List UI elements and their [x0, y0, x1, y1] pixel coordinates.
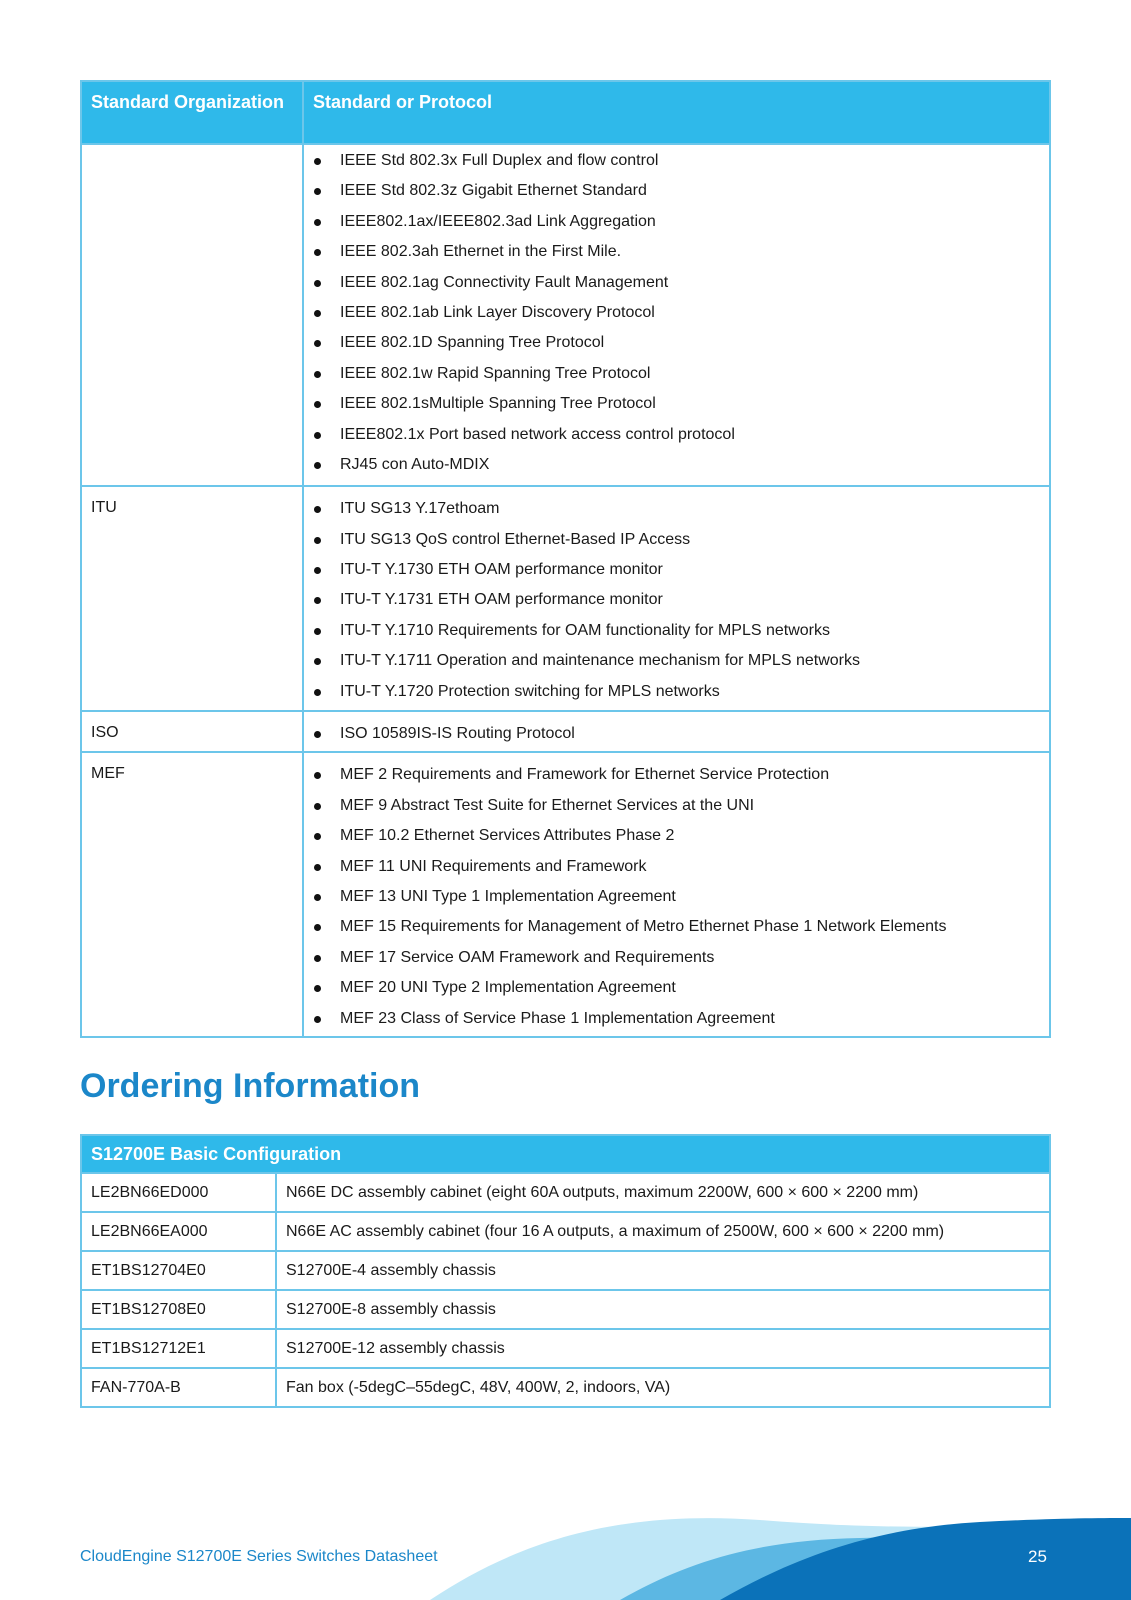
- list-item: MEF 15 Requirements for Management of Metro Ethernet Phase 1 Network Elements: [304, 912, 1049, 942]
- list-item: MEF 17 Service OAM Framework and Requirements: [304, 943, 1049, 973]
- list-item: IEEE Std 802.3z Gigabit Ethernet Standard: [304, 176, 1049, 206]
- protocol-list: [304, 712, 1049, 751]
- table-row: [81, 486, 1050, 711]
- table-row: [81, 752, 1050, 1037]
- protocol-cell: [303, 144, 1050, 486]
- header-standard-organization: Standard Organization: [81, 81, 303, 144]
- standards-table-header-row: [81, 81, 1050, 144]
- part-code: FAN-770A-B: [81, 1368, 276, 1407]
- list-item: IEEE802.1ax/IEEE802.3ad Link Aggregation: [304, 207, 1049, 237]
- table-row: [81, 1329, 1050, 1368]
- list-item: ITU-T Y.1710 Requirements for OAM functionality for MPLS networks: [304, 616, 1049, 646]
- list-item: ITU-T Y.1730 ETH OAM performance monitor: [304, 555, 1049, 585]
- list-item: IEEE 802.1ag Connectivity Fault Management: [304, 268, 1049, 298]
- protocol-cell: [303, 486, 1050, 711]
- part-code: LE2BN66ED000: [81, 1173, 276, 1212]
- list-item: ITU-T Y.1711 Operation and maintenance mechanism for MPLS networks: [304, 646, 1049, 676]
- list-item: MEF 9 Abstract Test Suite for Ethernet Services at the UNI: [304, 791, 1049, 821]
- part-code: LE2BN66EA000: [81, 1212, 276, 1251]
- list-item: IEEE802.1x Port based network access control protocol: [304, 420, 1049, 450]
- list-item: MEF 23 Class of Service Phase 1 Implementation Agreement: [304, 1004, 1049, 1034]
- list-item: IEEE 802.1ab Link Layer Discovery Protocol: [304, 298, 1049, 328]
- list-item: IEEE 802.1sMultiple Spanning Tree Protocol: [304, 389, 1049, 419]
- page-number: 25: [1028, 1547, 1047, 1566]
- list-item: ITU-T Y.1720 Protection switching for MPLS networks: [304, 677, 1049, 707]
- list-item: MEF 10.2 Ethernet Services Attributes Phase 2: [304, 821, 1049, 851]
- protocol-cell: [303, 752, 1050, 1037]
- ordering-table-header-row: [81, 1135, 1050, 1173]
- list-item: ITU SG13 Y.17ethoam: [304, 494, 1049, 524]
- table-row: [81, 144, 1050, 486]
- part-description: S12700E-8 assembly chassis: [276, 1290, 1050, 1329]
- list-item: RJ45 con Auto-MDIX: [304, 450, 1049, 480]
- table-row: [81, 711, 1050, 752]
- list-item: MEF 13 UNI Type 1 Implementation Agreement: [304, 882, 1049, 912]
- part-code: ET1BS12712E1: [81, 1329, 276, 1368]
- table-row: [81, 1212, 1050, 1251]
- part-description: S12700E-4 assembly chassis: [276, 1251, 1050, 1290]
- list-item: MEF 2 Requirements and Framework for Ethernet Service Protection: [304, 760, 1049, 790]
- list-item: MEF 20 UNI Type 2 Implementation Agreement: [304, 973, 1049, 1003]
- standards-table: [80, 80, 1051, 1038]
- list-item: IEEE 802.3ah Ethernet in the First Mile.: [304, 237, 1049, 267]
- part-description: S12700E-12 assembly chassis: [276, 1329, 1050, 1368]
- part-description: N66E AC assembly cabinet (four 16 A outputs, a maximum of 2500W, 600 × 600 × 2200 mm): [276, 1212, 1050, 1251]
- org-cell: [81, 144, 303, 486]
- list-item: IEEE 802.1D Spanning Tree Protocol: [304, 328, 1049, 358]
- footer-document-title: CloudEngine S12700E Series Switches Datasheet: [80, 1548, 438, 1565]
- part-description: Fan box (-5degC–55degC, 48V, 400W, 2, indoors, VA): [276, 1368, 1050, 1407]
- list-item: IEEE Std 802.3x Full Duplex and flow control: [304, 146, 1049, 176]
- protocol-list: [304, 753, 1049, 1036]
- part-description: N66E DC assembly cabinet (eight 60A outputs, maximum 2200W, 600 × 600 × 2200 mm): [276, 1173, 1050, 1212]
- list-item: ISO 10589IS-IS Routing Protocol: [304, 719, 1049, 749]
- part-code: ET1BS12704E0: [81, 1251, 276, 1290]
- org-cell: MEF: [81, 752, 303, 1037]
- org-cell: ISO: [81, 711, 303, 752]
- table-row: [81, 1368, 1050, 1407]
- protocol-list: [304, 145, 1049, 485]
- list-item: ITU-T Y.1731 ETH OAM performance monitor: [304, 585, 1049, 615]
- protocol-cell: [303, 711, 1050, 752]
- protocol-list: [304, 487, 1049, 710]
- org-cell: ITU: [81, 486, 303, 711]
- table-row: [81, 1290, 1050, 1329]
- part-code: ET1BS12708E0: [81, 1290, 276, 1329]
- list-item: IEEE 802.1w Rapid Spanning Tree Protocol: [304, 359, 1049, 389]
- table-row: [81, 1251, 1050, 1290]
- ordering-table-header: S12700E Basic Configuration: [81, 1135, 1050, 1173]
- table-row: [81, 1173, 1050, 1212]
- header-standard-or-protocol: Standard or Protocol: [303, 81, 1050, 144]
- ordering-table: [80, 1134, 1051, 1408]
- section-title: Ordering Information: [80, 1067, 420, 1105]
- list-item: ITU SG13 QoS control Ethernet-Based IP Access: [304, 525, 1049, 555]
- list-item: MEF 11 UNI Requirements and Framework: [304, 852, 1049, 882]
